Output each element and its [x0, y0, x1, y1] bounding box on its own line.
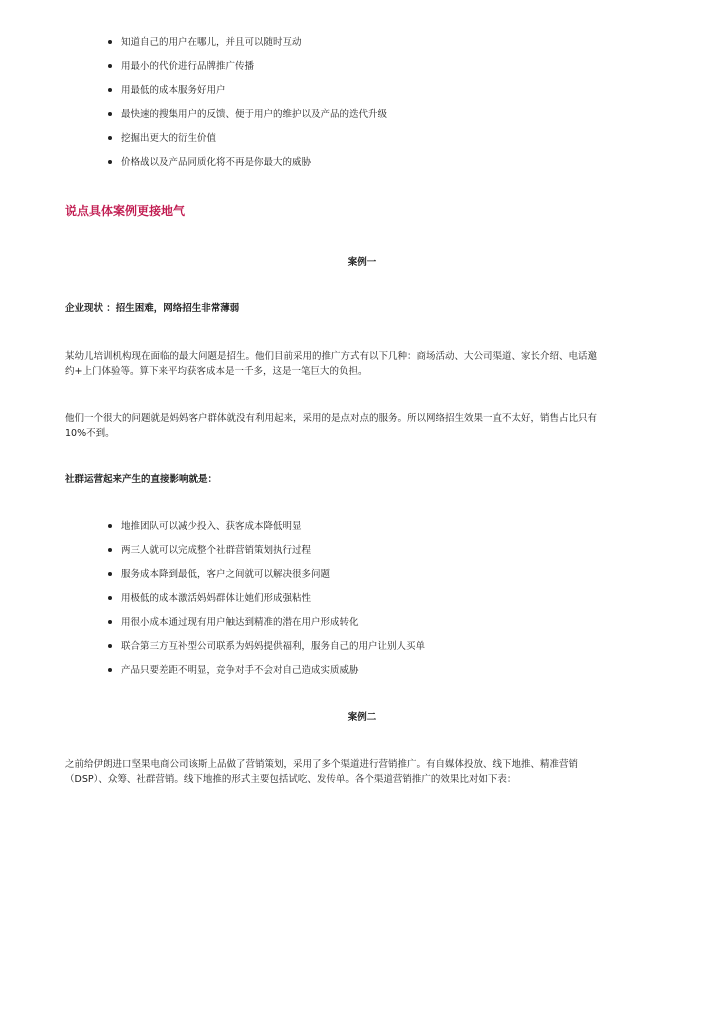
- case1-paragraph-1: [65, 349, 665, 379]
- list-item: [108, 156, 688, 180]
- list-item-text: 地推团队可以减少投入、获客成本降低明显: [121, 521, 302, 532]
- bullet-icon: [108, 668, 112, 672]
- list-item-text: 用很小成本通过现有用户触达到精准的潜在用户形成转化: [121, 617, 359, 628]
- bullet-icon: [108, 88, 112, 92]
- list-item: [108, 592, 688, 616]
- list-item: [108, 544, 688, 568]
- bullet-icon: [108, 136, 112, 140]
- list-item-text: 知道自己的用户在哪儿，并且可以随时互动: [121, 37, 302, 48]
- list-item: [108, 616, 688, 640]
- paragraph-line: 10%不到。: [65, 428, 115, 439]
- bullet-icon: [108, 596, 112, 600]
- list-item-text: 用极低的成本激活妈妈群体让她们形成强粘性: [121, 593, 312, 604]
- bullet-icon: [108, 644, 112, 648]
- bullet-icon: [108, 572, 112, 576]
- bullet-icon: [108, 620, 112, 624]
- list-item: [108, 84, 688, 108]
- paragraph-line: 之前给伊朗进口坚果电商公司该斯上品做了营销策划，采用了多个渠道进行营销推广。有自媒体投放、线下地推、精准营销: [65, 759, 579, 770]
- list-item: [108, 640, 688, 664]
- benefits-list: [108, 36, 688, 180]
- list-item: [108, 108, 688, 132]
- list-item: [108, 664, 688, 688]
- list-item-text: 用最小的代价进行品牌推广传播: [121, 61, 255, 72]
- section-heading: 说点具体案例更接地气: [65, 204, 186, 218]
- list-item: [108, 520, 688, 544]
- list-item: [108, 568, 688, 592]
- bullet-icon: [108, 112, 112, 116]
- case1-paragraph-2: [65, 411, 665, 441]
- paragraph-line: 他们一个很大的问题就是妈妈客户群体就没有利用起来，采用的是点对点的服务。所以网络招生效果一直不太好，销售占比只有: [65, 413, 598, 424]
- paragraph-line: 约+上门体验等。算下来平均获客成本是一千多，这是一笔巨大的负担。: [65, 366, 368, 377]
- case1-status: 企业现状 ：招生困难，网络招生非常薄弱: [65, 303, 240, 314]
- paragraph-line: （DSP）、众筹、社群营销。线下地推的形式主要包括试吃、发传单。各个渠道营销推广的效果比对如下表：: [65, 774, 517, 785]
- impact-list: [108, 520, 688, 688]
- bullet-icon: [108, 40, 112, 44]
- list-item-text: 价格战以及产品同质化将不再是你最大的威胁: [121, 157, 312, 168]
- case2-title: 案例二: [347, 712, 377, 723]
- list-item-text: 最快速的搜集用户的反馈、便于用户的维护以及产品的迭代升级: [121, 109, 388, 120]
- bullet-icon: [108, 548, 112, 552]
- case2-paragraph: [65, 757, 665, 787]
- list-item-text: 产品只要差距不明显，竞争对手不会对自己造成实质威胁: [121, 665, 359, 676]
- bullet-icon: [108, 160, 112, 164]
- list-item-text: 两三人就可以完成整个社群营销策划执行过程: [121, 545, 312, 556]
- list-item-text: 用最低的成本服务好用户: [121, 85, 226, 96]
- case1-title: 案例一: [347, 257, 377, 268]
- list-item: [108, 132, 688, 156]
- list-item-text: 挖掘出更大的衍生价值: [121, 133, 217, 144]
- case1-impact-heading: 社群运营起来产生的直接影响就是：: [65, 474, 218, 485]
- list-item-text: 联合第三方互补型公司联系为妈妈提供福利，服务自己的用户让别人买单: [121, 641, 426, 652]
- paragraph-line: 某幼儿培训机构现在面临的最大问题是招生。他们目前采用的推广方式有以下几种：商场活动、大公司渠道、家长介绍、电话邀: [65, 351, 598, 362]
- bullet-icon: [108, 64, 112, 68]
- list-item-text: 服务成本降到最低，客户之间就可以解决很多问题: [121, 569, 331, 580]
- list-item: [108, 60, 688, 84]
- bullet-icon: [108, 524, 112, 528]
- list-item: [108, 36, 688, 60]
